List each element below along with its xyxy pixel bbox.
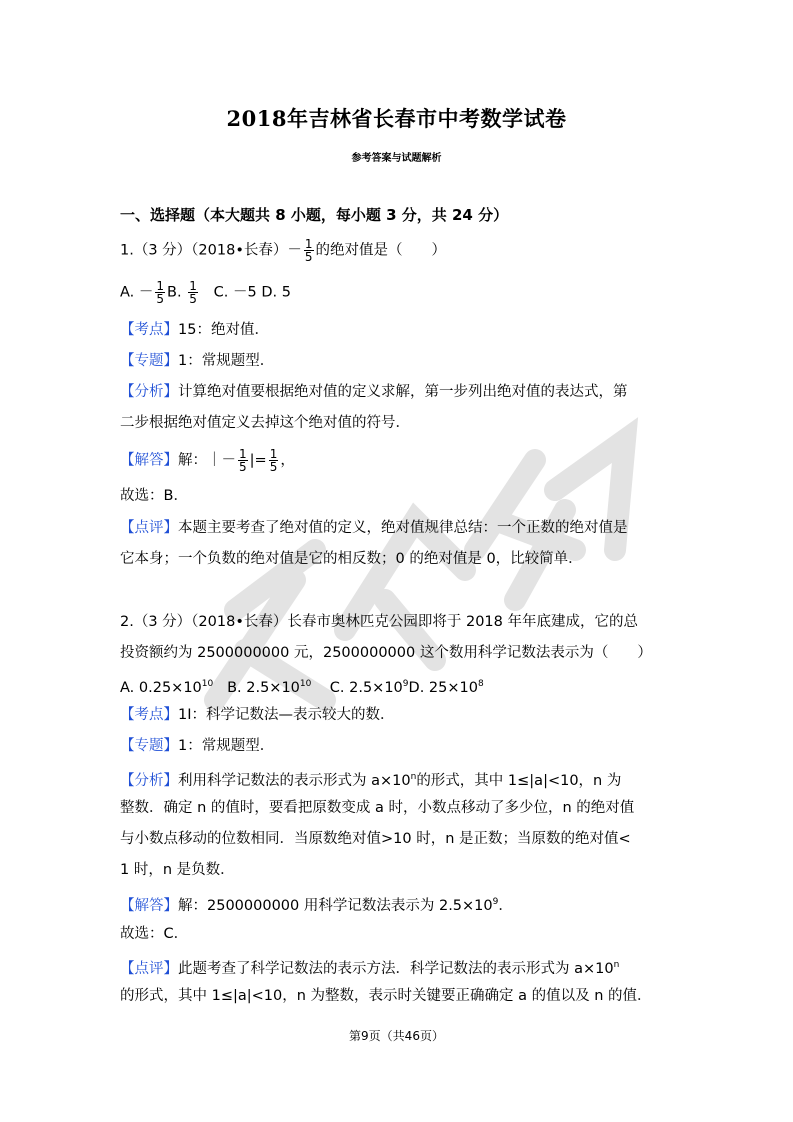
jieda-end: ． <box>498 897 513 914</box>
fraction-numerator: 1 <box>189 279 197 293</box>
tag-label: 【专题】 <box>120 353 178 369</box>
q2-fenxi-line4: 1 时，n 是负数． <box>120 862 235 878</box>
fraction-numerator: 1 <box>156 279 165 293</box>
q2-dianping <box>120 955 680 979</box>
q1-options-rest: C. －5 D. 5 <box>213 284 291 301</box>
tag-label: 【专题】 <box>120 738 178 754</box>
fenxi-exp: n <box>410 772 417 782</box>
q1-jieda <box>120 448 680 473</box>
section-heading: 一、选择题（本大题共 8 小题，每小题 3 分，共 24 分） <box>120 206 509 224</box>
q2-fenxi-line3: 与小数点移动的位数相同．当原数绝对值>10 时，n 是正数；当原数的绝对值< <box>120 831 631 847</box>
document-title: 2018年吉林省长春市中考数学试卷 <box>226 106 567 131</box>
q1-dianping <box>120 518 680 538</box>
q1-fenxi <box>120 382 680 402</box>
q1-option-a: A. － <box>120 284 154 301</box>
q2-stem: 2.（3 分）（2018•长春）长春市奥林匹克公园即将于 2018 年年底建成，它的总 <box>120 614 638 630</box>
jieda-fraction-1 <box>238 448 248 473</box>
q1-option-b-label: B. <box>167 284 182 301</box>
fraction-numerator: 1 <box>304 237 313 251</box>
fenxi-text-a: 利用科学记数法的表示形式为 a×10 <box>178 772 411 789</box>
q2-option-b-exp: 10 <box>299 679 312 689</box>
q2-option-d: D. 25×10 <box>408 679 478 696</box>
q2-option-d-exp: 8 <box>477 679 484 689</box>
kaodian-text: 1I：科学记数法—表示较大的数． <box>178 707 395 723</box>
tag-label: 【点评】 <box>120 960 178 977</box>
tag-label: 【解答】 <box>120 897 178 914</box>
q2-zhuanti <box>120 736 680 756</box>
q1-stem-suffix: 的绝对值是（ ） <box>315 242 447 259</box>
fraction-denominator: 5 <box>304 250 313 264</box>
q2-fenxi-line2: 整数．确定 n 的值时，要看把原数变成 a 时，小数点移动了多少位，n 的绝对值 <box>120 800 635 816</box>
dianping-text-a: 此题考查了科学记数法的表示方法．科学记数法的表示形式为 a×10 <box>178 960 614 977</box>
q2-stem-line2: 投资额约为 2500000000 元，2500000000 这个数用科学记数法表示为（ ） <box>120 645 652 661</box>
q2-fenxi <box>120 767 680 791</box>
zhuanti-text: 1：常规题型． <box>178 738 275 754</box>
fraction-denominator: 5 <box>239 460 247 474</box>
q1-kaodian <box>120 320 680 340</box>
q1-stem <box>120 238 680 263</box>
jieda-prefix: 解：｜－ <box>178 452 236 469</box>
q1-options <box>120 280 680 305</box>
fenxi-text: 计算绝对值要根据绝对值的定义求解，第一步列出绝对值的表达式，第 <box>178 384 628 400</box>
q1-option-b-fraction <box>188 280 198 305</box>
zhuanti-text: 1：常规题型． <box>178 353 275 369</box>
q1-fraction <box>304 238 314 263</box>
jieda-mid: |= <box>249 452 267 469</box>
fraction-numerator: 1 <box>269 447 278 461</box>
fraction-numerator: 1 <box>239 447 247 461</box>
tag-label: 【分析】 <box>120 384 178 400</box>
q1-fenxi-line2: 二步根据绝对值定义去掉这个绝对值的符号． <box>120 415 410 431</box>
q2-option-a-exp: 10 <box>201 679 214 689</box>
dianping-exp: n <box>613 960 620 970</box>
q2-kaodian <box>120 705 680 725</box>
jieda-text: 解：2500000000 用科学记数法表示为 2.5×10 <box>178 897 493 914</box>
jieda-suffix: ， <box>280 452 295 469</box>
fraction-denominator: 5 <box>189 292 197 306</box>
jieda-exp: 9 <box>492 897 499 907</box>
document-subtitle: 参考答案与试题解析 <box>351 153 442 164</box>
tag-label: 【考点】 <box>120 322 178 338</box>
q1-dianping-line2: 它本身；一个负数的绝对值是它的相反数；0 的绝对值是 0，比较简单． <box>120 551 583 567</box>
q1-choice: 故选：B． <box>120 488 188 504</box>
q2-choice: 故选：C． <box>120 926 189 942</box>
tag-label: 【分析】 <box>120 772 178 789</box>
tag-label: 【点评】 <box>120 520 178 536</box>
q1-option-a-fraction <box>155 280 165 305</box>
fenxi-text-b: 的形式，其中 1≤|a|<10，n 为 <box>416 772 622 789</box>
jieda-fraction-2 <box>269 448 279 473</box>
q2-jieda <box>120 892 680 916</box>
q2-option-c-exp: 9 <box>402 679 409 689</box>
tag-label: 【考点】 <box>120 707 178 723</box>
q2-option-b: B. 2.5×10 <box>227 679 300 696</box>
kaodian-text: 15：绝对值． <box>178 322 269 338</box>
dianping-text: 本题主要考查了绝对值的定义，绝对值规律总结：一个正数的绝对值是 <box>178 520 628 536</box>
q1-zhuanti <box>120 351 680 371</box>
q2-options <box>120 674 680 698</box>
tag-label: 【解答】 <box>120 452 178 469</box>
q2-option-a: A. 0.25×10 <box>120 679 202 696</box>
fraction-denominator: 5 <box>269 460 278 474</box>
page-footer: 第9页（共46页） <box>349 1029 444 1043</box>
q1-stem-prefix: 1.（3 分）（2018•长春）－ <box>120 242 302 259</box>
fraction-denominator: 5 <box>156 292 165 306</box>
q2-dianping-line2: 的形式，其中 1≤|a|<10，n 为整数，表示时关键要正确确定 a 的值以及 n 的值． <box>120 988 652 1004</box>
q2-option-c: C. 2.5×10 <box>329 679 403 696</box>
